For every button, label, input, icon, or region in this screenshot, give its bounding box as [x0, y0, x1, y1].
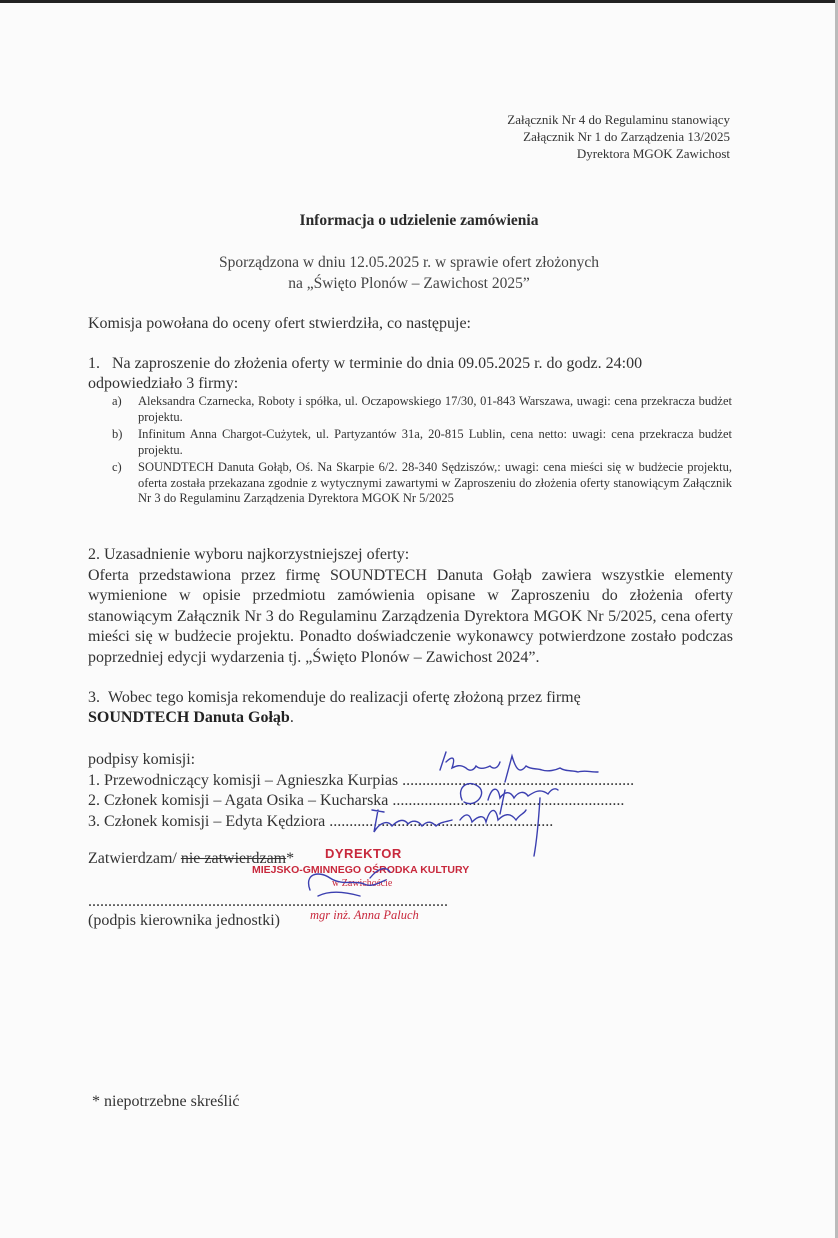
section-number: 3.	[88, 689, 100, 706]
offers-list	[112, 394, 732, 509]
subtitle-line: Sporządzona w dniu 12.05.2025 r. w sprawie ofert złożonych	[218, 254, 600, 271]
winning-company: SOUNDTECH Danuta Gołąb	[88, 709, 290, 726]
list-marker: b)	[112, 427, 123, 441]
list-marker: c)	[112, 460, 122, 474]
signature-dots: ..........................................................	[402, 771, 635, 789]
approval-prefix: Zatwierdzam/	[88, 850, 181, 867]
signature-number: 1.	[88, 771, 100, 789]
signature-row	[88, 812, 748, 833]
approval-struck-option: nie zatwierdzam	[180, 850, 287, 867]
signature-row	[88, 791, 748, 812]
signature-number: 3.	[88, 812, 100, 830]
list-item	[112, 460, 732, 507]
section-2-heading: Uzasadnienie wyboru najkorzystniejszej oferty:	[104, 546, 410, 563]
stamp-line: mgr inż. Anna Paluch	[310, 908, 419, 922]
section-3	[88, 688, 733, 728]
list-marker: a)	[112, 394, 122, 408]
committee-signatures	[88, 750, 748, 832]
signature-dots: ........................................................	[329, 812, 554, 830]
list-item-text: Aleksandra Czarnecka, Roboty i spółka, ul. Oczapowskiego 17/30, 01-843 Warszawa, uwagi: cena przekracza budżet projektu.	[138, 394, 732, 424]
section-3-text: Wobec tego komisja rekomenduje do realizacji ofertę złożoną przez firmę	[108, 689, 581, 706]
signature-dots: ..........................................................	[392, 792, 625, 809]
signature-name: Członek komisji – Agata Osika – Kucharska	[104, 792, 389, 809]
section-2	[88, 545, 733, 668]
director-stamp	[250, 844, 490, 934]
signatures-label: podpisy komisji:	[88, 751, 196, 768]
signature-name: Członek komisji – Edyta Kędziora	[104, 812, 326, 830]
signature-row	[88, 771, 748, 792]
header-line: Załącznik Nr 1 do Zarządzenia 13/2025	[523, 129, 730, 144]
intro-text: Komisja powołana do oceny ofert stwierdziła, co następuje:	[88, 315, 471, 332]
signature-name: Przewodniczący komisji – Agnieszka Kurpias	[104, 771, 399, 789]
document-title: Informacja o udzielenie zamówienia	[299, 212, 539, 229]
signature-number: 2.	[88, 792, 100, 809]
head-signature-label: (podpis kierownika jednostki)	[88, 912, 280, 929]
stamp-line: w Zawichoście	[332, 878, 393, 889]
attachment-header	[507, 111, 730, 162]
section-number: 1.	[88, 355, 100, 372]
header-line: Załącznik Nr 4 do Regulaminu stanowiący	[507, 112, 730, 127]
subtitle-line: na „Święto Plonów – Zawichost 2025”	[288, 275, 530, 292]
scan-edge-top	[0, 0, 838, 3]
section-number: 2.	[88, 546, 100, 563]
section-1-line: odpowiedziało 3 firmy:	[88, 375, 239, 392]
list-item	[112, 394, 732, 425]
list-item	[112, 427, 732, 458]
head-signature-dots: ..........................................................................................	[88, 893, 448, 910]
section-2-body: Oferta przedstawiona przez firmę SOUNDTECH Danuta Gołąb zawiera wszystkie elementy wymienione w opisie przedmiotu zamówienia opisane w Zaproszeniu do złożenia oferty stanowiącym Załącznik Nr 3 do Regulaminu Zarządzenia Dyrektora MGOK Nr 5/2025, cena oferty mieści się w budżecie projektu. Ponadto doświadczenie wykonawcy potwierdzone zostało podczas poprzedniej edycji wydarzenia tj. „Święto Plonów – Zawichost 2024”.	[88, 566, 733, 666]
section-1-line: Na zaproszenie do złożenia oferty w terminie do dnia 09.05.2025 r. do godz. 24:00	[112, 355, 643, 372]
document-subtitle	[0, 252, 818, 294]
approval-asterisk: *	[286, 850, 295, 867]
stamp-line: MIEJSKO-GMINNEGO OŚRODKA KULTURY	[252, 864, 470, 876]
list-item-text: SOUNDTECH Danuta Gołąb, Oś. Na Skarpie 6/2. 28-340 Sędziszów,: uwagi: cena mieści się w budżecie projektu, oferta została przekazana zgodnie z wytycznymi zawartymi w Zaproszeniu do złożenia oferty stanowiącym Załącznik Nr 3 do Regulaminu Zarządzenia Dyrektora MGOK Nr 5/2025	[138, 460, 732, 505]
sentence-end: .	[289, 709, 294, 726]
stamp-line: DYREKTOR	[325, 846, 402, 861]
header-line: Dyrektora MGOK Zawichost	[576, 146, 730, 161]
list-item-text: Infinitum Anna Chargot-Cużytek, ul. Partyzantów 31a, 20-815 Lublin, cena netto: uwagi: cena przekracza budżet projektu.	[138, 427, 732, 457]
section-1	[88, 354, 728, 394]
footnote: * niepotrzebne skreślić	[92, 1093, 240, 1110]
